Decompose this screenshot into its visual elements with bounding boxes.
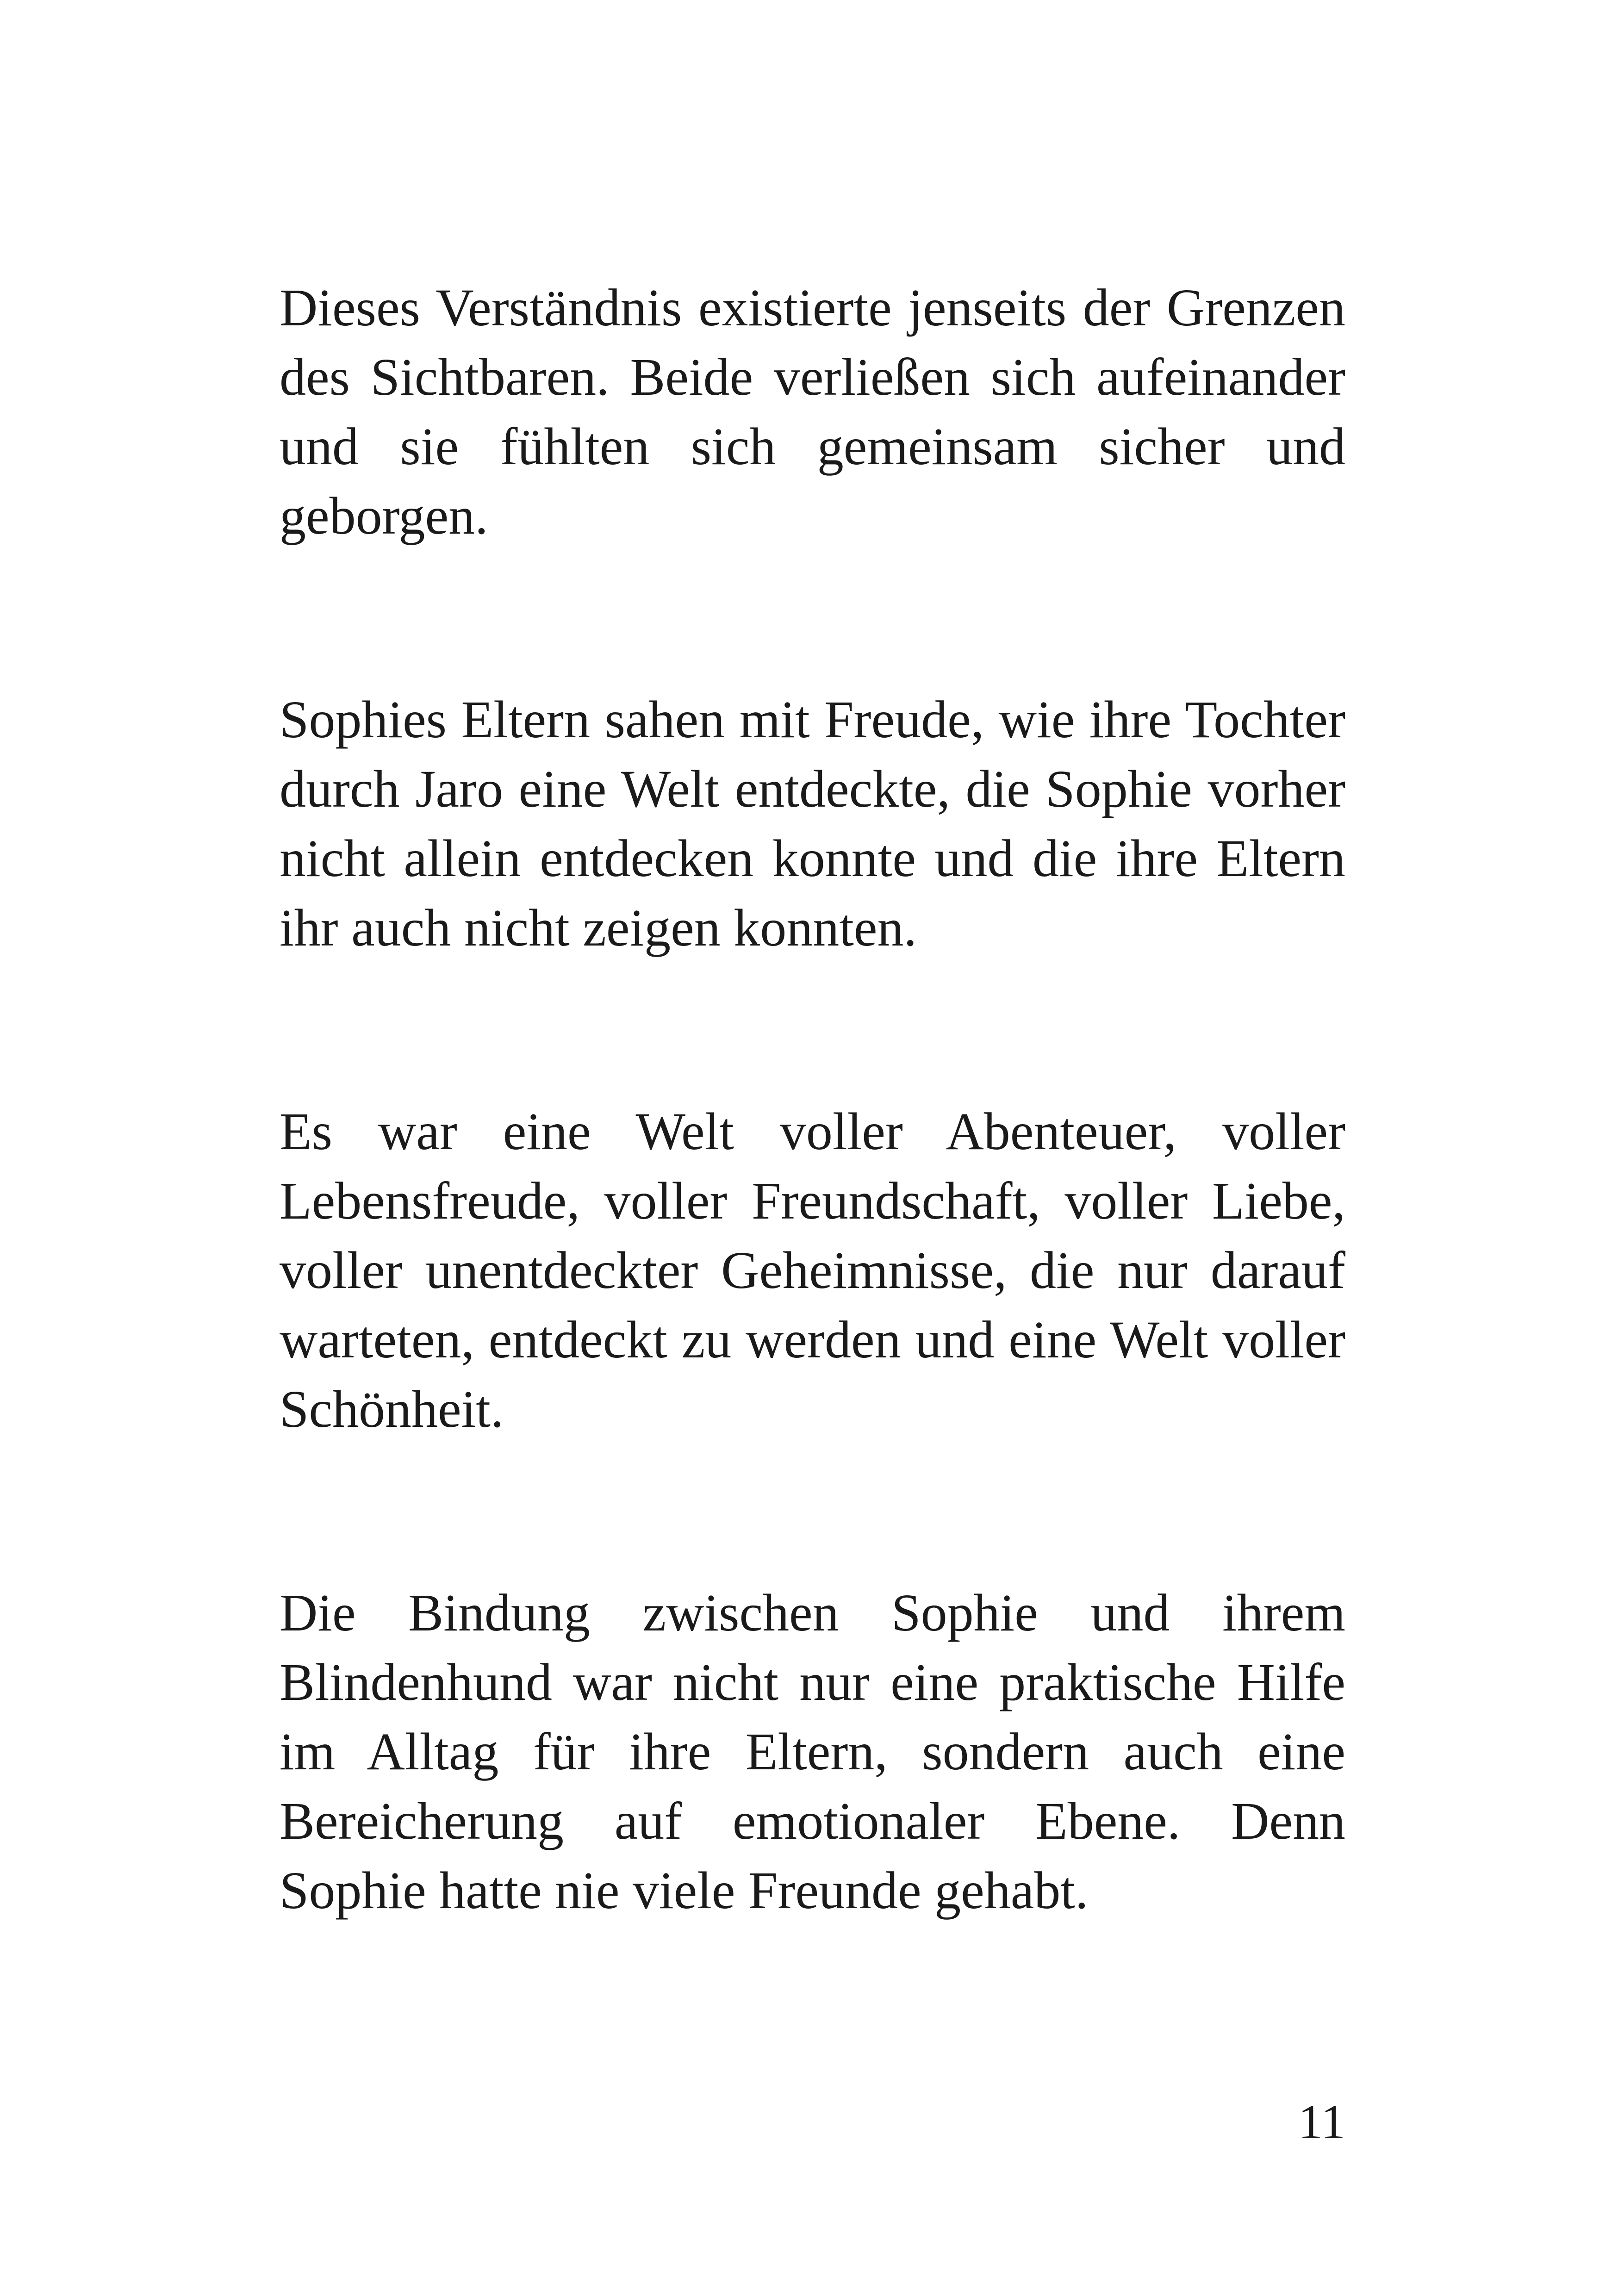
- paragraph-4: Die Bindung zwischen Sophie und ihrem Blindenhund war nicht nur eine praktische Hilfe im Alltag für ihre Eltern, sondern auch eine Bereicherung auf emotionaler Ebene. Denn Sophie hatte nie viele Freunde gehabt.: [280, 1583, 1345, 1920]
- paragraph-3: Es war eine Welt voller Abenteuer, voller Lebensfreude, voller Freundschaft, voller Liebe, voller unentdeckter Geheimnisse, die nur darauf warteten, entdeckt zu werden und eine Welt voller Schönheit.: [280, 1102, 1345, 1438]
- page-number: 11: [1298, 2095, 1345, 2149]
- paragraph-1: Dieses Verständnis existierte jenseits der Grenzen des Sichtbaren. Beide verließen sich aufeinander und sie fühlten sich gemeinsam sicher und geborgen.: [280, 278, 1345, 545]
- paragraph-2: Sophies Eltern sahen mit Freude, wie ihre Tochter durch Jaro eine Welt entdeckte, die Sophie vorher nicht allein entdecken konnte und die ihre Eltern ihr auch nicht zeigen konnten.: [280, 690, 1345, 957]
